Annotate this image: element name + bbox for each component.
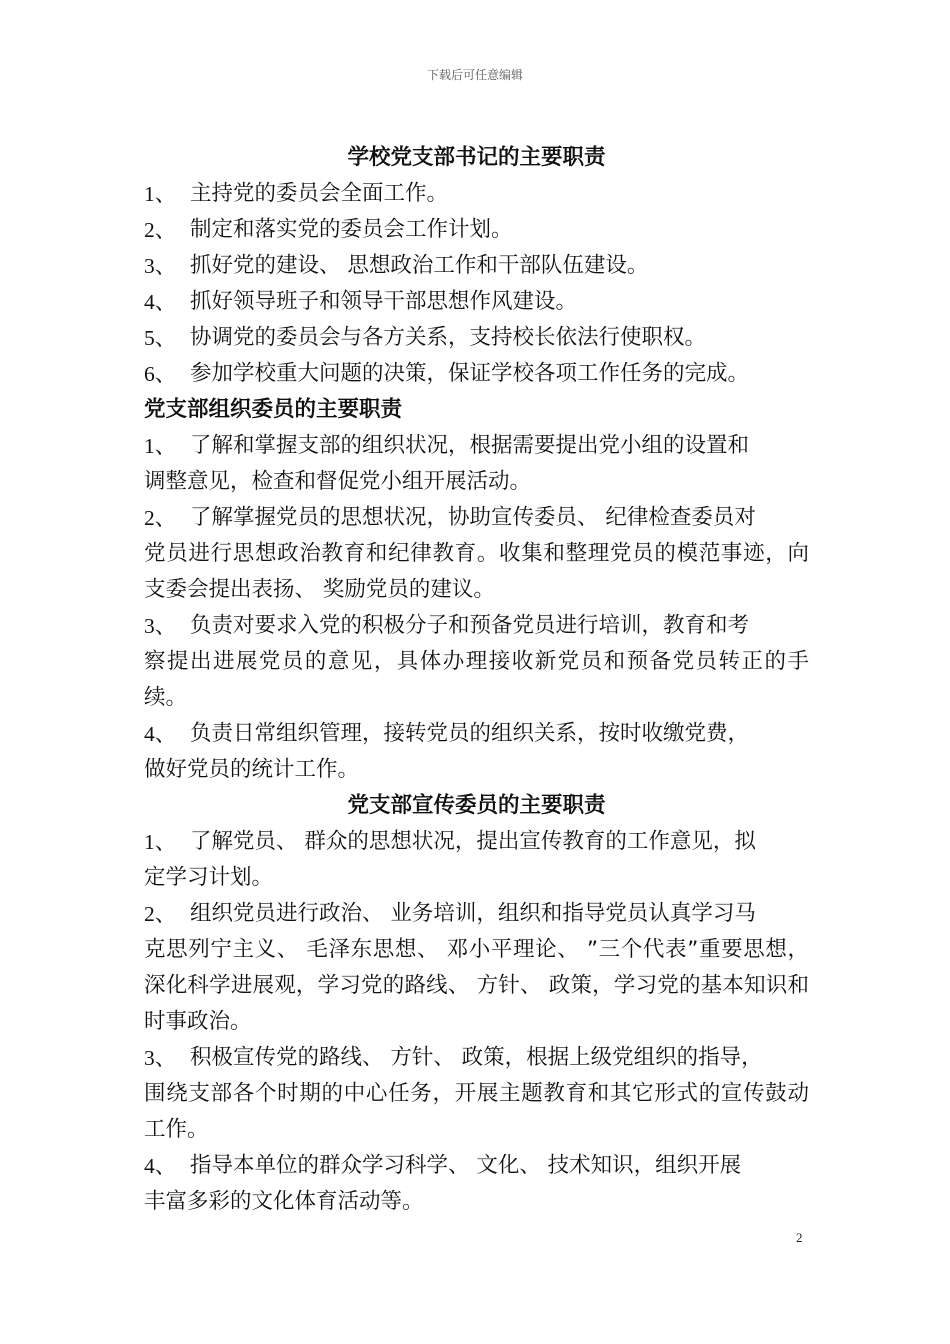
- list-item: [144, 212, 809, 248]
- item-text-first-line: 积极宣传党的路线、 方针、 政策，根据上级党组织的指导，: [190, 1045, 763, 1070]
- document-body: [144, 140, 809, 1220]
- item-number: 3、: [144, 1046, 177, 1070]
- item-number: 1、: [144, 830, 177, 854]
- item-text-continued: 党员进行思想政治教育和纪律教育。收集和整理党员的模范事迹，向支委会提出表扬、 奖励党员的建议。: [144, 541, 809, 602]
- item-number: 1、: [144, 182, 177, 206]
- item-text-continued: 察提出进展党员的意见，具体办理接收新党员和预备党员转正的手续。: [144, 649, 809, 710]
- item-text: 主持党的委员会全面工作。: [190, 181, 449, 206]
- item-text-continued: 做好党员的统计工作。: [144, 757, 360, 782]
- item-text-first-line: 组织党员进行政治、 业务培训，组织和指导党员认真学习马: [190, 901, 756, 926]
- list-item: [144, 608, 809, 716]
- item-text-continued: 丰富多彩的文化体育活动等。: [144, 1189, 424, 1214]
- item-text-first-line: 指导本单位的群众学习科学、 文化、 技术知识，组织开展: [190, 1153, 742, 1178]
- list-item: [144, 428, 809, 500]
- item-text-continued: 定学习计划。: [144, 865, 274, 890]
- list-item: [144, 356, 809, 392]
- list-item: [144, 500, 809, 608]
- item-text-continued: 调整意见，检查和督促党小组开展活动。: [144, 469, 532, 494]
- list-item: [144, 284, 809, 320]
- item-number: 3、: [144, 614, 177, 638]
- item-text-first-line: 负责对要求入党的积极分子和预备党员进行培训，教育和考: [190, 613, 750, 638]
- item-number: 2、: [144, 506, 177, 530]
- list-item: [144, 320, 809, 356]
- list-item: [144, 1148, 809, 1220]
- item-number: 3、: [144, 254, 177, 278]
- item-text-continued: 克思列宁主义、 毛泽东思想、 邓小平理论、 ”三个代表”重要思想，深化科学进展观，学习党的路线、 方针、 政策，学习党的基本知识和时事政治。: [144, 937, 809, 1034]
- section-title-organization: 党支部组织委员的主要职责: [144, 397, 403, 422]
- list-item: [144, 824, 809, 896]
- list-item: [144, 176, 809, 212]
- list-item: [144, 716, 809, 788]
- item-number: 5、: [144, 326, 177, 350]
- item-text-first-line: 了解掌握党员的思想状况，协助宣传委员、 纪律检查委员对: [190, 505, 756, 530]
- item-number: 2、: [144, 902, 177, 926]
- section-title-propaganda: 党支部宣传委员的主要职责: [347, 793, 606, 818]
- item-text-first-line: 了解党员、 群众的思想状况，提出宣传教育的工作意见，拟: [190, 829, 756, 854]
- item-text: 抓好领导班子和领导干部思想作风建设。: [190, 289, 578, 314]
- item-number: 4、: [144, 290, 177, 314]
- item-number: 2、: [144, 218, 177, 242]
- item-text-continued: 围绕支部各个时期的中心任务，开展主题教育和其它形式的宣传鼓动工作。: [144, 1081, 809, 1142]
- item-number: 4、: [144, 1154, 177, 1178]
- item-text: 参加学校重大问题的决策，保证学校各项工作任务的完成。: [190, 361, 750, 386]
- item-text: 协调党的委员会与各方关系，支持校长依法行使职权。: [190, 325, 707, 350]
- list-item: [144, 248, 809, 284]
- item-text-first-line: 了解和掌握支部的组织状况，根据需要提出党小组的设置和: [190, 433, 750, 458]
- list-item: [144, 1040, 809, 1148]
- section-title-secretary: 学校党支部书记的主要职责: [347, 145, 606, 170]
- list-item: [144, 896, 809, 1040]
- page-header: 下载后可任意编辑: [426, 68, 523, 82]
- item-number: 1、: [144, 434, 177, 458]
- item-text: 抓好党的建设、 思想政治工作和干部队伍建设。: [190, 253, 649, 278]
- item-number: 4、: [144, 722, 177, 746]
- page-number: 2: [796, 1230, 803, 1245]
- item-text: 制定和落实党的委员会工作计划。: [190, 217, 513, 242]
- item-number: 6、: [144, 362, 177, 386]
- item-text-first-line: 负责日常组织管理，接转党员的组织关系，按时收缴党费，: [190, 721, 750, 746]
